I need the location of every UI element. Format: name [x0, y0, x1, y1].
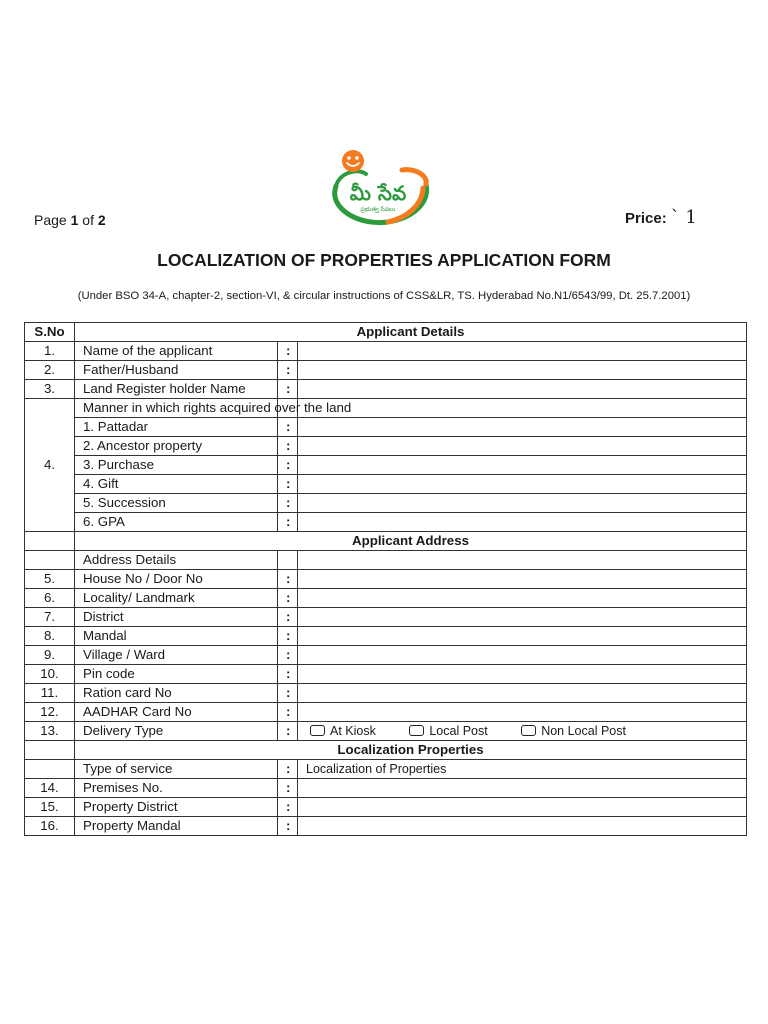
table-row: 1. Name of the applicant :: [25, 342, 747, 361]
field-label: Property Mandal: [75, 817, 278, 836]
type-of-service-value: Localization of Properties: [298, 760, 747, 779]
form-subtitle: (Under BSO 34-A, chapter-2, section-VI, & circular instructions of CSS&LR, TS. Hyderabad No.N1/6543/99, Dt. 25.7.2001): [77, 290, 691, 302]
section-localization-properties: Localization Properties: [75, 741, 747, 760]
table-row: 1. Pattadar :: [25, 418, 747, 437]
option-label: 2. Ancestor property: [75, 437, 278, 456]
delivery-option-kiosk[interactable]: At Kiosk: [310, 723, 376, 739]
field-label: House No / Door No: [75, 570, 278, 589]
logo-text: మీ సేవ: [349, 181, 407, 205]
purchase-field[interactable]: [298, 456, 747, 475]
district-field[interactable]: [298, 608, 747, 627]
table-row: 12. AADHAR Card No :: [25, 703, 747, 722]
address-details-label: Address Details: [75, 551, 278, 570]
pin-code-field[interactable]: [298, 665, 747, 684]
option-label: 6. GPA: [75, 513, 278, 532]
field-label: Mandal: [75, 627, 278, 646]
table-row: 6. GPA :: [25, 513, 747, 532]
price-value: ` 1: [670, 207, 697, 228]
table-row: Type of service : Localization of Properties: [25, 760, 747, 779]
table-row: 6. Locality/ Landmark :: [25, 589, 747, 608]
section-row: [25, 741, 747, 760]
father-husband-field[interactable]: [298, 361, 747, 380]
table-row: 3. Purchase :: [25, 456, 747, 475]
table-row: 13. Delivery Type : At Kiosk Local Post Non Local Post: [25, 722, 747, 741]
ancestor-property-field[interactable]: [298, 437, 747, 456]
ration-card-field[interactable]: [298, 684, 747, 703]
field-label: Delivery Type: [75, 722, 278, 741]
field-label: Property District: [75, 798, 278, 817]
price-label: Price:: [625, 210, 667, 227]
table-header-row: [25, 323, 747, 342]
logo-tagline: ప్రభుత్వ సేవలు: [360, 206, 396, 213]
table-row: 9. Village / Ward :: [25, 646, 747, 665]
gift-field[interactable]: [298, 475, 747, 494]
checkbox-icon[interactable]: [409, 725, 424, 736]
price: [625, 207, 697, 228]
table-row: 2. Father/Husband :: [25, 361, 747, 380]
option-label: 5. Succession: [75, 494, 278, 513]
table-row: 3. Land Register holder Name :: [25, 380, 747, 399]
field-label: Land Register holder Name: [75, 380, 278, 399]
table-row: 11. Ration card No :: [25, 684, 747, 703]
pattadar-field[interactable]: [298, 418, 747, 437]
form-title: LOCALIZATION OF PROPERTIES APPLICATION FORM: [157, 250, 611, 270]
table-row: 8. Mandal :: [25, 627, 747, 646]
table-row: 15. Property District :: [25, 798, 747, 817]
field-label: District: [75, 608, 278, 627]
delivery-type-options: [298, 722, 747, 741]
succession-field[interactable]: [298, 494, 747, 513]
table-row: 2. Ancestor property :: [25, 437, 747, 456]
house-no-field[interactable]: [298, 570, 747, 589]
option-label: 4. Gift: [75, 475, 278, 494]
table-row: 5. House No / Door No :: [25, 570, 747, 589]
checkbox-icon[interactable]: [521, 725, 536, 736]
aadhar-field[interactable]: [298, 703, 747, 722]
field-label: Locality/ Landmark: [75, 589, 278, 608]
table-row: 5. Succession :: [25, 494, 747, 513]
table-row: 4. Gift :: [25, 475, 747, 494]
table-row: 4. Manner in which rights acquired over the land: [25, 399, 747, 418]
section-applicant-details: Applicant Details: [75, 323, 747, 342]
field-label: Village / Ward: [75, 646, 278, 665]
table-row: 16. Property Mandal :: [25, 817, 747, 836]
table-row: [25, 551, 747, 570]
option-label: 3. Purchase: [75, 456, 278, 475]
field-label: Pin code: [75, 665, 278, 684]
mandal-field[interactable]: [298, 627, 747, 646]
field-label: Type of service: [75, 760, 278, 779]
field-label: Name of the applicant: [75, 342, 278, 361]
field-label: Premises No.: [75, 779, 278, 798]
meeseva-logo: [318, 148, 438, 228]
applicant-name-field[interactable]: [298, 342, 747, 361]
section-applicant-address: Applicant Address: [75, 532, 747, 551]
field-label: Father/Husband: [75, 361, 278, 380]
col-sno: S.No: [25, 323, 75, 342]
field-label: Manner in which rights acquired over the land: [75, 399, 278, 418]
gpa-field[interactable]: [298, 513, 747, 532]
premises-no-field[interactable]: [298, 779, 747, 798]
table-row: 10. Pin code :: [25, 665, 747, 684]
field-label: Ration card No: [75, 684, 278, 703]
field-label: AADHAR Card No: [75, 703, 278, 722]
table-row: 7. District :: [25, 608, 747, 627]
application-form-table: [24, 322, 747, 836]
option-label: 1. Pattadar: [75, 418, 278, 437]
locality-field[interactable]: [298, 589, 747, 608]
property-mandal-field[interactable]: [298, 817, 747, 836]
delivery-option-local-post[interactable]: Local Post: [409, 723, 487, 739]
delivery-option-non-local-post[interactable]: Non Local Post: [521, 723, 626, 739]
land-register-holder-field[interactable]: [298, 380, 747, 399]
table-row: 14. Premises No. :: [25, 779, 747, 798]
village-ward-field[interactable]: [298, 646, 747, 665]
section-row: [25, 532, 747, 551]
property-district-field[interactable]: [298, 798, 747, 817]
checkbox-icon[interactable]: [310, 725, 325, 736]
page-indicator: Page 1 of 2: [34, 212, 106, 228]
